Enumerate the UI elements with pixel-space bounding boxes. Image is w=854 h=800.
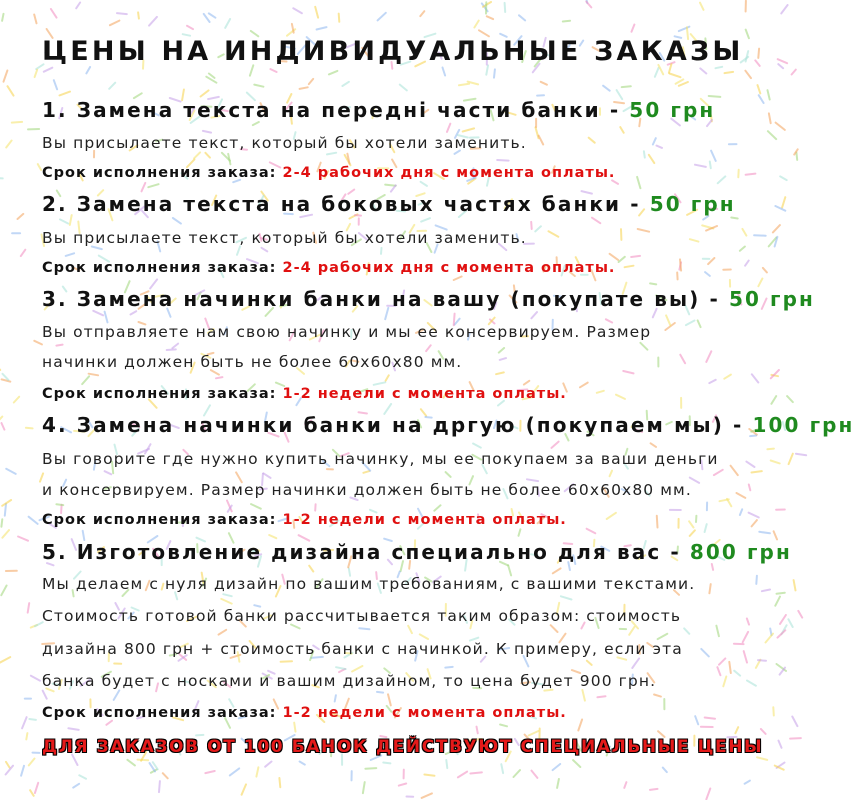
item-2-heading-text: 2. Замена текста на боковых частях банки - xyxy=(42,192,650,216)
item-4-term xyxy=(42,512,567,528)
item-3-heading-text: 3. Замена начинки банки на вашу (покупате вы) - xyxy=(42,287,729,311)
page-title: ЦЕНЫ НА ИНДИВИДУАЛЬНЫЕ ЗАКАЗЫ xyxy=(42,36,744,67)
term-label: Срок исполнения заказа: xyxy=(42,386,277,402)
item-5-description-3: дизайна 800 грн + стоимость банки с начинкой. К примеру, если эта xyxy=(42,640,683,658)
item-5-description-1: Мы делаем с нуля дизайн по вашим требованиям, с вашими текстами. xyxy=(42,575,696,593)
item-5-term-value: 1-2 недели с момента оплаты. xyxy=(282,705,567,721)
item-3-term-value: 1-2 недели с момента оплаты. xyxy=(282,386,567,402)
item-2-term xyxy=(42,260,615,276)
item-3-price: 50 грн xyxy=(728,287,815,311)
item-1-heading-text: 1. Замена текста на передні части банки - xyxy=(42,98,630,122)
item-3-description-1: Вы отправляете нам свою начинку и мы ее консервируем. Размер xyxy=(42,323,652,341)
item-2-description: Вы присылаете текст, который бы хотели заменить. xyxy=(42,229,527,247)
item-5-term xyxy=(42,705,567,721)
item-3-description-2: начинки должен быть не более 60х60х80 мм. xyxy=(42,353,463,371)
item-3-term xyxy=(42,386,567,402)
item-5-description-2: Стоимость готовой банки рассчитывается таким образом: стоимость xyxy=(42,607,682,625)
item-1-price: 50 грн xyxy=(629,98,716,122)
term-label: Срок исполнения заказа: xyxy=(42,512,277,528)
item-5-price: 800 грн xyxy=(689,540,792,564)
item-5-heading xyxy=(42,540,792,564)
item-4-description-1: Вы говорите где нужно купить начинку, мы ее покупаем за ваши деньги xyxy=(42,450,719,468)
item-4-price: 100 грн xyxy=(752,413,854,437)
special-prices-footer: ДЛЯ ЗАКАЗОВ ОТ 100 БАНОК ДЕЙСТВУЮТ СПЕЦИАЛЬНЫЕ ЦЕНЫ xyxy=(42,737,764,757)
term-label: Срок исполнения заказа: xyxy=(42,705,277,721)
item-2-price: 50 грн xyxy=(649,192,736,216)
item-4-description-2: и консервируем. Размер начинки должен быть не более 60х60х80 мм. xyxy=(42,481,692,499)
item-4-heading xyxy=(42,413,854,437)
item-5-heading-text: 5. Изготовление дизайна специально для вас - xyxy=(42,540,690,564)
item-1-term xyxy=(42,165,615,181)
term-label: Срок исполнения заказа: xyxy=(42,165,277,181)
term-label: Срок исполнения заказа: xyxy=(42,260,277,276)
item-2-term-value: 2-4 рабочих дня с момента оплаты. xyxy=(282,260,616,276)
item-5-description-4: банка будет с носками и вашим дизайном, то цена будет 900 грн. xyxy=(42,672,657,690)
item-4-term-value: 1-2 недели с момента оплаты. xyxy=(282,512,567,528)
item-1-description: Вы присылаете текст, который бы хотели заменить. xyxy=(42,134,527,152)
item-4-heading-text: 4. Замена начинки банки на дргую (покупаем мы) - xyxy=(42,413,753,437)
item-3-heading xyxy=(42,287,815,311)
item-1-term-value: 2-4 рабочих дня с момента оплаты. xyxy=(282,165,616,181)
item-2-heading xyxy=(42,192,736,216)
item-1-heading xyxy=(42,98,715,122)
